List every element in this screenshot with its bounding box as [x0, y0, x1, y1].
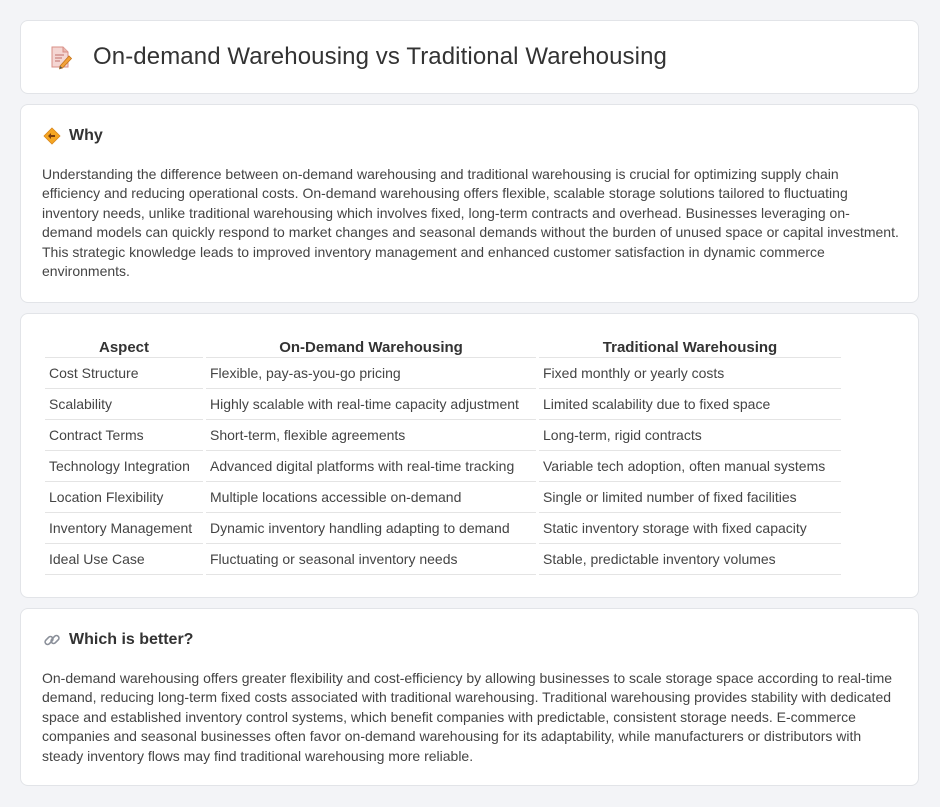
table-cell: Advanced digital platforms with real-time tracking: [206, 451, 536, 482]
table-cell: Inventory Management: [45, 513, 203, 544]
table-cell: Static inventory storage with fixed capacity: [539, 513, 841, 544]
table-cell: Flexible, pay-as-you-go pricing: [206, 358, 536, 389]
table-cell: Short-term, flexible agreements: [206, 420, 536, 451]
table-cell: Location Flexibility: [45, 482, 203, 513]
table-cell: Long-term, rigid contracts: [539, 420, 841, 451]
table-cell: Scalability: [45, 389, 203, 420]
better-heading: [43, 631, 193, 649]
table-cell: Fluctuating or seasonal inventory needs: [206, 544, 536, 575]
why-title: Why: [69, 127, 103, 144]
better-text: On-demand warehousing offers greater flexibility and cost-efficiency by allowing businesses to scale storage space according to real-time demand, reducing long-term fixed costs associated with traditional warehousing. Traditional warehousing provides stability with dedicated space and established inventory control systems, which benefit companies with predictable, consistent storage needs. E-commerce companies and seasonal businesses often favor on-demand warehousing for its adaptability, while manufacturers or distributors with steady inventory flows may find traditional warehousing more reliable.: [42, 670, 893, 764]
table-cell: Dynamic inventory handling adapting to demand: [206, 513, 536, 544]
table-cell: Ideal Use Case: [45, 544, 203, 575]
title-card: [20, 20, 919, 94]
table-row: [45, 544, 841, 575]
table-cell: Variable tech adoption, often manual systems: [539, 451, 841, 482]
table-row: [45, 451, 841, 482]
header-on-demand: On-Demand Warehousing: [206, 334, 536, 358]
diamond-warning-icon: [43, 127, 61, 145]
table-cell: Stable, predictable inventory volumes: [539, 544, 841, 575]
better-title: Which is better?: [69, 631, 194, 648]
table-cell: Cost Structure: [45, 358, 203, 389]
better-card: [20, 608, 919, 786]
link-icon: [43, 631, 61, 649]
table-cell: Single or limited number of fixed facilities: [539, 482, 841, 513]
why-text: Understanding the difference between on-demand warehousing and traditional warehousing is crucial for optimizing supply chain efficiency and reducing operational costs. On-demand warehousing offers flexible, scalable storage solutions tailored to fluctuating inventory needs, unlike traditional warehousing which involves fixed, long-term contracts and overhead. Businesses leveraging on-demand models can quickly respond to market changes and seasonal demands without the burden of unused space or capital investment. This strategic knowledge leads to improved inventory management and enhanced customer satisfaction in dynamic commerce environments.: [42, 166, 899, 280]
header-traditional: Traditional Warehousing: [539, 334, 841, 358]
table-cell: Highly scalable with real-time capacity adjustment: [206, 389, 536, 420]
table-cell: Limited scalability due to fixed space: [539, 389, 841, 420]
table-row: [45, 482, 841, 513]
table-row: [45, 358, 841, 389]
table-cell: Multiple locations accessible on-demand: [206, 482, 536, 513]
header-aspect: Aspect: [45, 334, 203, 358]
document-pencil-icon: [47, 44, 73, 70]
why-card: [20, 104, 919, 303]
table-row: [45, 513, 841, 544]
table-cell: Contract Terms: [45, 420, 203, 451]
table-row: [45, 389, 841, 420]
comparison-table: [42, 334, 844, 575]
title-row: [47, 43, 667, 71]
table-row: [45, 420, 841, 451]
table-cell: Fixed monthly or yearly costs: [539, 358, 841, 389]
table-cell: Technology Integration: [45, 451, 203, 482]
page-title: On-demand Warehousing vs Traditional Warehousing: [93, 43, 667, 70]
table-header-row: [45, 334, 841, 358]
why-heading: [43, 127, 103, 145]
comparison-card: [20, 313, 919, 598]
